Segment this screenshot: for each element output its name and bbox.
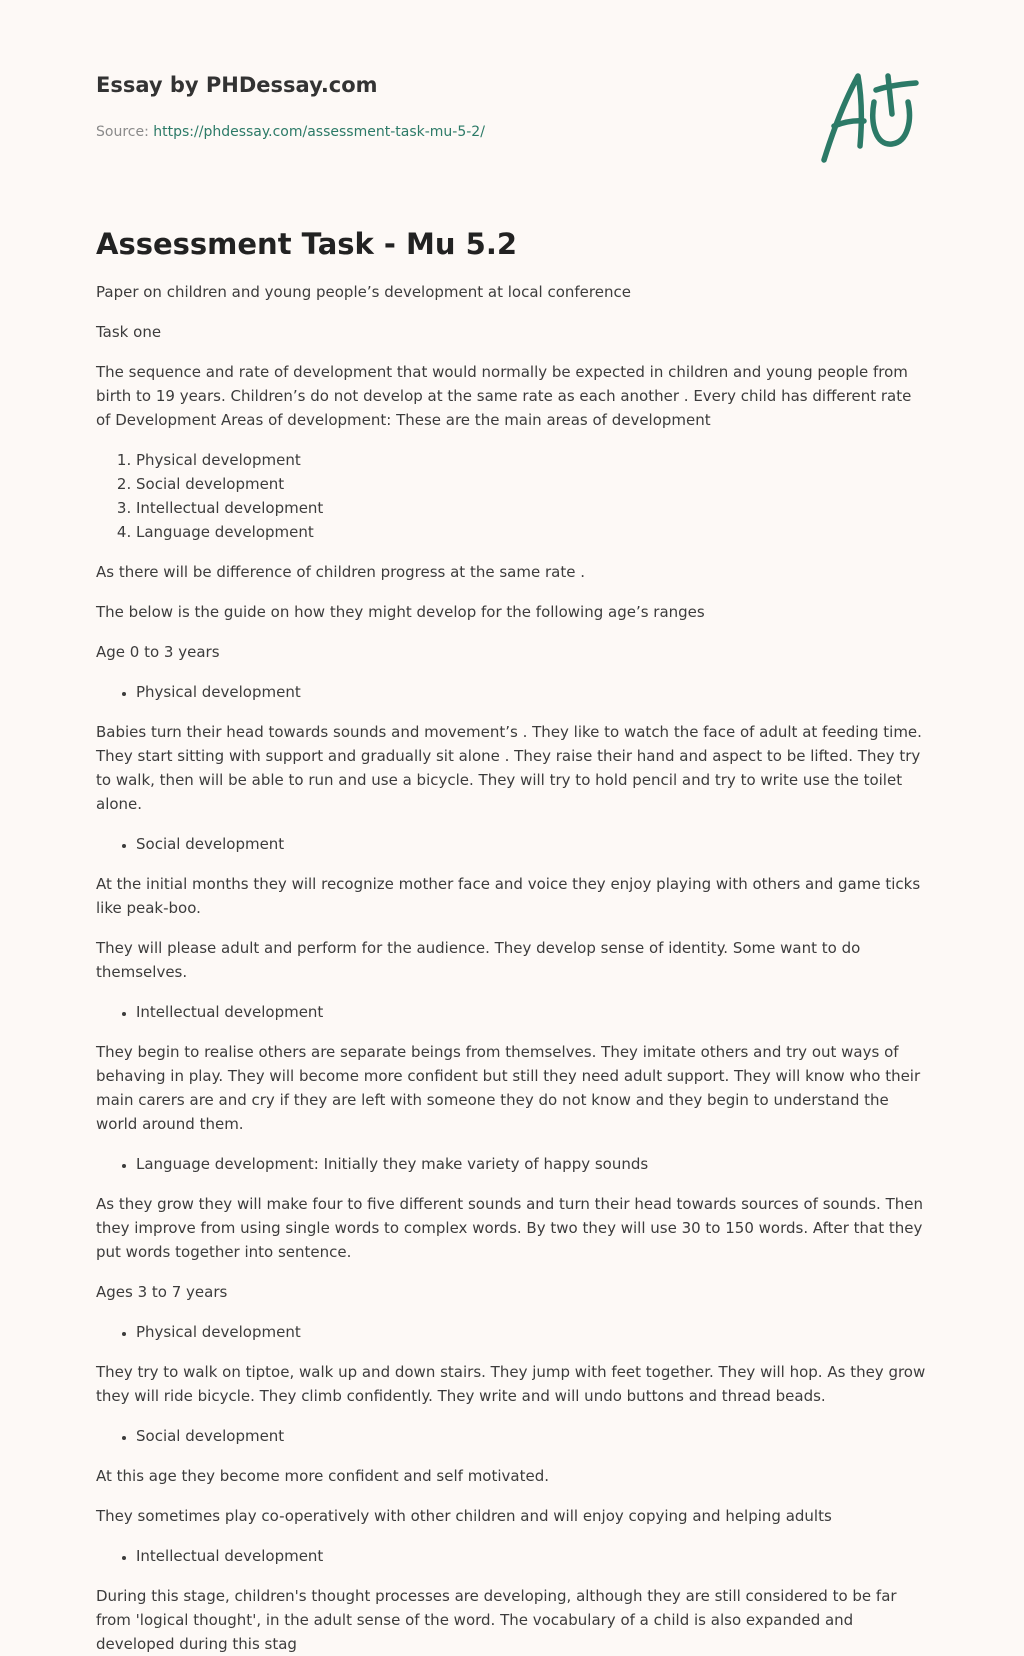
- bullet-list: [96, 1544, 928, 1568]
- paragraph: Paper on children and young people’s development at local conference: [96, 283, 631, 301]
- paragraph: Task one: [96, 323, 162, 341]
- list-item: • Social development: [136, 832, 928, 856]
- list-item: • Social development: [136, 1424, 928, 1448]
- list-item: • Physical development: [136, 680, 928, 704]
- paragraph: Babies turn their head towards sounds and movement’s . They like to watch the face of adult at feeding time. They start sitting with support and gradually sit alone . They raise their hand and aspect to be lifted. They try to walk, then will be able to run and use a bicycle. They will try to hold pencil and try to write use the toilet alone.: [96, 723, 922, 813]
- bullet-list: [96, 1000, 928, 1024]
- paragraph: They try to walk on tiptoe, walk up and down stairs. They jump with feet together. They will hop. As they grow they will ride bicycle. They climb confidently. They write and will undo buttons and thread beads.: [96, 1363, 926, 1405]
- page-header: [96, 0, 928, 200]
- source-line: [96, 124, 485, 140]
- bullet-list: [96, 1320, 928, 1344]
- paragraph: At this age they become more confident and self motivated.: [96, 1467, 550, 1485]
- paragraph: Age 0 to 3 years: [96, 643, 220, 661]
- source-label: Source:: [96, 124, 154, 140]
- bullet-list: [96, 1424, 928, 1448]
- list-item: • Language development: Initially they make variety of happy sounds: [136, 1152, 928, 1176]
- list-item: • Intellectual development: [136, 1000, 928, 1024]
- paragraph: Ages 3 to 7 years: [96, 1283, 228, 1301]
- development-areas-list: [96, 448, 928, 544]
- paragraph: They will please adult and perform for the audience. They develop sense of identity. Some want to do themselves.: [96, 939, 861, 981]
- a-plus-logo-icon: [812, 68, 922, 168]
- paragraph: They begin to realise others are separate beings from themselves. They imitate others and try out ways of behaving in play. They will become more confident but still they need adult support. They will know who their main carers are and cry if they are left with someone they do not know and they begin to understand the world around them.: [96, 1043, 921, 1133]
- list-item: • Intellectual development: [136, 1544, 928, 1568]
- list-item: 3. Intellectual development: [136, 496, 928, 520]
- paragraph: As there will be difference of children progress at the same rate .: [96, 563, 585, 581]
- bullet-list: [96, 1152, 928, 1176]
- paragraph: As they grow they will make four to five different sounds and turn their head towards sources of sounds. Then they improve from using single words to complex words. By two they will use 30 to 150 words. After that they put words together into sentence.: [96, 1195, 923, 1261]
- paragraph: They sometimes play co-operatively with other children and will enjoy copying and helping adults: [96, 1507, 832, 1525]
- list-item: 4. Language development: [136, 520, 928, 544]
- paragraph: The below is the guide on how they might develop for the following age’s ranges: [96, 603, 705, 621]
- source-link[interactable]: https://phdessay.com/assessment-task-mu-5-2/: [153, 124, 485, 140]
- paragraph: The sequence and rate of development that would normally be expected in children and young people from birth to 19 years. Children’s do not develop at the same rate as each another . Every child has different rate of Development Areas of development: These are the main areas of development: [96, 363, 912, 429]
- paragraph: At the initial months they will recognize mother face and voice they enjoy playing with others and game ticks like peak-boo.: [96, 875, 921, 917]
- bullet-list: [96, 832, 928, 856]
- paragraph: During this stage, children's thought processes are developing, although they are still considered to be far from 'logical thought', in the adult sense of the word. The vocabulary of a child is also expanded and developed during this stag: [96, 1587, 897, 1653]
- list-item: 2. Social development: [136, 472, 928, 496]
- brand-title: Essay by PHDessay.com: [96, 73, 378, 97]
- essay-body: [96, 280, 928, 1656]
- bullet-list: [96, 680, 928, 704]
- page-title: Assessment Task - Mu 5.2: [96, 227, 518, 261]
- list-item: • Physical development: [136, 1320, 928, 1344]
- list-item: 1. Physical development: [136, 448, 928, 472]
